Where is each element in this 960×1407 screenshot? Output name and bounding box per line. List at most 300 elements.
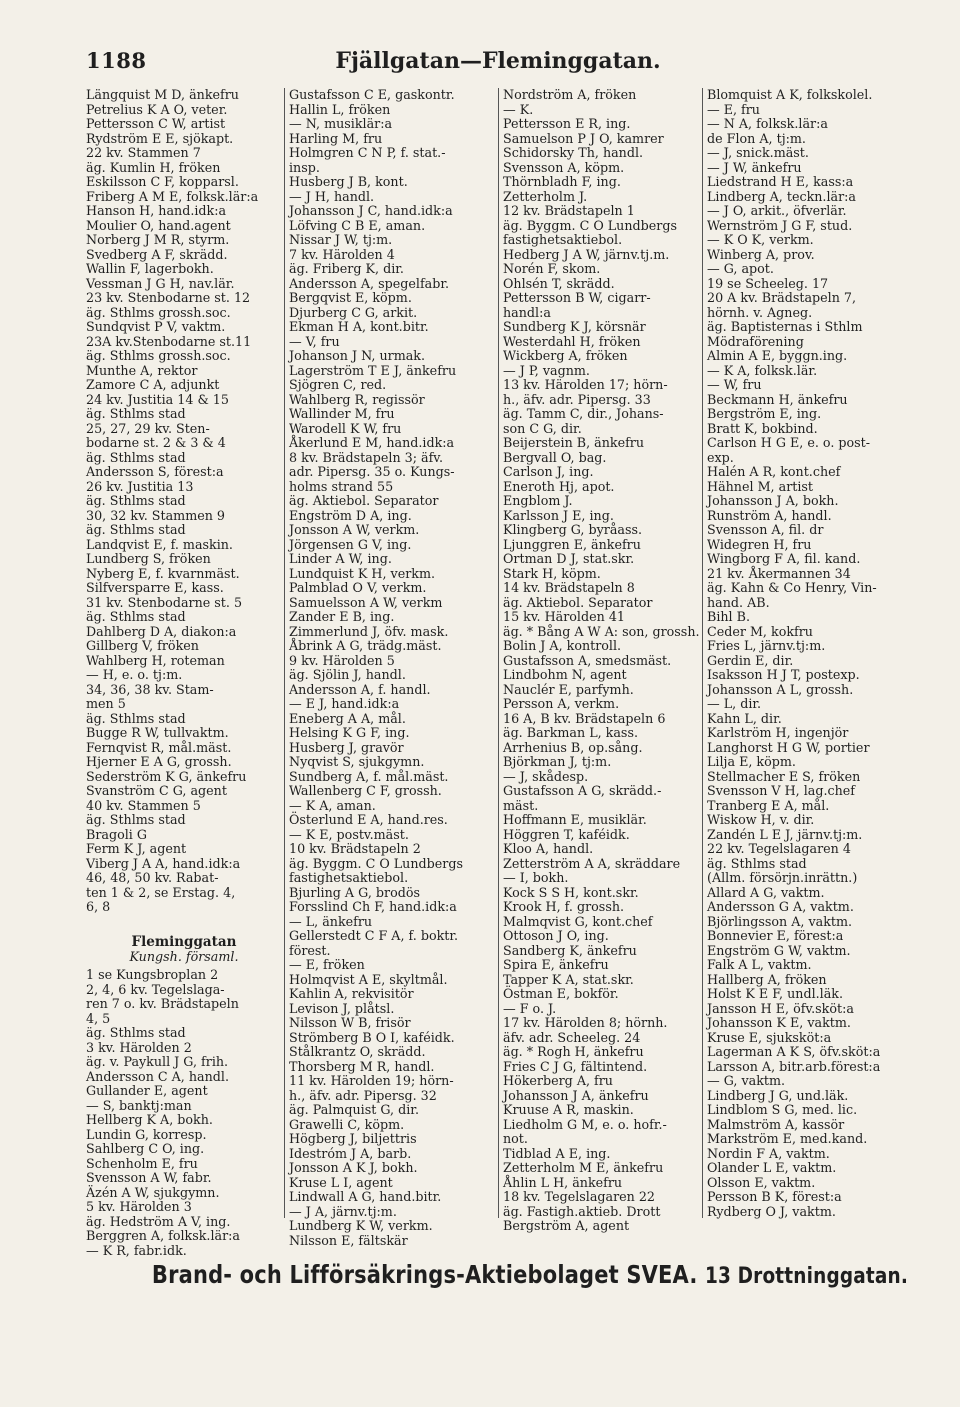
directory-entry: Idestróm J A, barb. xyxy=(289,1145,412,1161)
directory-entry: Gustafsson A G, skrädd.- xyxy=(503,783,662,798)
directory-entry: Zander E B, ing. xyxy=(289,609,395,624)
directory-entry: 20 A kv. Brädstapeln 7, xyxy=(707,290,857,305)
directory-entry: Ceder M, kokfru xyxy=(707,623,813,639)
directory-entry: Eneroth Hj, apot. xyxy=(503,478,615,494)
directory-entry: Österlund E A, hand.res. xyxy=(289,812,448,827)
directory-entry: äg. Aktiebol. Separator xyxy=(289,493,439,508)
directory-entry: Beckmann H, änkefru xyxy=(707,391,848,407)
directory-entry: Sjögren C, red. xyxy=(289,377,387,392)
directory-entry: Widegren H, fru xyxy=(707,536,812,552)
directory-entry: Wernström J G F, stud. xyxy=(707,217,853,233)
directory-entry: Ohlsén T, skrädd. xyxy=(503,275,615,291)
directory-entry: Eskilsson C F, kopparsl. xyxy=(86,174,239,189)
directory-entry: Höggren T, kaféidk. xyxy=(503,826,630,842)
directory-entry: Samuelson P J O, kamrer xyxy=(503,130,664,146)
directory-entry: Zimmerlund J, öfv. mask. xyxy=(289,623,449,639)
directory-entry: Nilsson W B, frisör xyxy=(289,1015,411,1030)
directory-entry: hörnh. v. Agneg. xyxy=(707,304,813,320)
directory-entry: — J W, änkefru xyxy=(707,159,802,175)
directory-entry: Sandberg K, änkefru xyxy=(503,942,637,958)
advert-company: Brand- och Lifförsäkrings-Aktiebolaget SVEA. xyxy=(151,1260,698,1289)
directory-entry xyxy=(86,915,282,930)
directory-entry: äg. Sthlms stad xyxy=(86,493,186,508)
directory-entry: Svensson A, fil. dr xyxy=(707,522,824,537)
directory-entry: ren 7 o. kv. Brädstapeln xyxy=(86,996,239,1011)
directory-entry: Åbrink A G, trädg.mäst. xyxy=(289,638,442,653)
directory-entry: Bonnevier E, förest:a xyxy=(707,928,844,943)
directory-entry: Kock S S H, kont.skr. xyxy=(503,884,639,900)
directory-entry: Wallinder M, fru xyxy=(289,406,395,421)
directory-entry: fastighetsaktiebol. xyxy=(503,232,623,247)
directory-entry: 9 kv. Härolden 5 xyxy=(289,652,395,668)
directory-entry: Bratt K, bokbind. xyxy=(707,420,818,436)
directory-entry: 24 kv. Justitia 14 & 15 xyxy=(86,391,229,407)
directory-entry: — I, bokh. xyxy=(503,870,569,885)
directory-columns xyxy=(86,87,906,1258)
directory-entry: Svensson V H, lag.chef xyxy=(707,783,855,798)
directory-entry: Dahlberg D A, diakon:a xyxy=(86,623,237,639)
directory-entry: Kruse L I, agent xyxy=(289,1174,393,1190)
directory-entry: äg. Kahn & Co Henry, Vin- xyxy=(707,580,877,595)
directory-entry: bodarne st. 2 & 3 & 4 xyxy=(86,435,226,450)
directory-entry: 13 kv. Härolden 17; hörn- xyxy=(503,377,668,392)
directory-entry: — J, skådesp. xyxy=(503,768,589,784)
directory-entry: de Flon A, tj:m. xyxy=(707,130,806,146)
directory-entry: Gellerstedt C F A, f. boktr. xyxy=(289,928,459,943)
directory-entry: Runström A, handl. xyxy=(707,507,832,523)
advertisement-banner xyxy=(151,1260,909,1304)
directory-entry: Liedstrand H E, kass:a xyxy=(707,174,854,189)
directory-entry: — L, dir. xyxy=(707,696,762,711)
directory-entry: Andersson C A, handl. xyxy=(86,1068,229,1084)
directory-entry: Rydström E E, sjökapt. xyxy=(86,130,234,146)
directory-entry: Gerdin E, dir. xyxy=(707,652,794,668)
directory-entry: Wingborg F A, fil. kand. xyxy=(707,551,861,566)
directory-entry: holms strand 55 xyxy=(289,478,394,494)
directory-entry: Zandén L E J, järnv.tj:m. xyxy=(707,826,863,842)
directory-entry: äg. Baptisternas i Sthlm xyxy=(707,319,863,334)
directory-entry: Friberg A M E, folksk.lär:a xyxy=(86,188,259,204)
directory-entry: 5 kv. Härolden 3 xyxy=(86,1199,192,1214)
directory-entry: Bergström A, agent xyxy=(503,1218,630,1233)
directory-entry: Halén A R, kont.chef xyxy=(707,464,841,479)
directory-entry: Hallin L, fröken xyxy=(289,101,391,117)
directory-entry: Johansson A L, grossh. xyxy=(707,681,854,697)
directory-entry: 23A kv.Stenbodarne st.11 xyxy=(86,333,252,349)
directory-entry: Gullander E, agent xyxy=(86,1083,208,1098)
directory-entry: Sundqvist P V, vaktm. xyxy=(86,319,226,334)
directory-entry: Viberg J A A, hand.idk:a xyxy=(86,855,241,871)
directory-entry: Allard A G, vaktm. xyxy=(707,884,825,900)
directory-entry: 30, 32 kv. Stammen 9 xyxy=(86,507,226,523)
directory-entry: Nilsson E, fältskär xyxy=(289,1232,408,1248)
directory-entry: hand. AB. xyxy=(707,594,770,610)
directory-entry: Zetterholm J. xyxy=(503,188,588,204)
directory-entry: Kahlin A, rekvisitör xyxy=(289,986,414,1001)
column-3 xyxy=(498,87,703,1233)
directory-entry: mäst. xyxy=(503,797,539,813)
directory-entry: Holmgren C N P, f. stat.- xyxy=(289,145,446,160)
directory-entry: Svedberg A F, skrädd. xyxy=(86,246,228,262)
directory-entry: äg. Byggm. C O Lundbergs xyxy=(503,217,677,233)
directory-entry: 16 A, B kv. Brädstapeln 6 xyxy=(503,710,666,726)
directory-entry: — K. xyxy=(503,101,534,117)
directory-entry: Ljunggren E, änkefru xyxy=(503,536,641,552)
directory-entry: Lindberg J G, und.läk. xyxy=(707,1087,849,1103)
directory-entry: Zamore C A, adjunkt xyxy=(86,377,220,392)
directory-entry: Liedholm G M, e. o. hofr.- xyxy=(503,1116,667,1132)
directory-entry: — E J, hand.idk:a xyxy=(289,696,400,711)
directory-entry: 19 se Scheeleg. 17 xyxy=(707,275,829,291)
directory-entry: 2, 4, 6 kv. Tegelslaga- xyxy=(86,981,225,997)
directory-entry: Ferm K J, agent xyxy=(86,841,187,856)
directory-entry: Svensson A W, fabr. xyxy=(86,1170,212,1185)
directory-entry: h., äfv. adr. Pipersg. 33 xyxy=(503,391,651,407)
directory-entry: Almin A E, byggn.ing. xyxy=(707,348,848,363)
column-2 xyxy=(284,87,499,1248)
directory-entry: Kloo A, handl. xyxy=(503,841,594,856)
directory-entry: Malmqvist G, kont.chef xyxy=(503,913,653,929)
directory-entry: Husberg J B, kont. xyxy=(289,174,408,189)
directory-entry: not. xyxy=(503,1131,528,1146)
directory-entry: 34, 36, 38 kv. Stam- xyxy=(86,681,214,697)
directory-entry: Schenholm E, fru xyxy=(86,1155,198,1171)
directory-entry: 10 kv. Brädstapeln 2 xyxy=(289,841,421,856)
directory-entry: äg. Fastigh.aktieb. Drott xyxy=(503,1203,661,1219)
directory-entry: Karlström H, ingenjör xyxy=(707,725,849,740)
directory-entry: Andersson S, förest:a xyxy=(86,464,224,479)
directory-entry: äg. Friberg K, dir. xyxy=(289,261,404,276)
directory-entry: Helsing K G F, ing. xyxy=(289,725,410,740)
directory-entry: Zetterström A A, skräddare xyxy=(503,855,681,871)
directory-entry: äg. Hedström A V, ing. xyxy=(86,1213,231,1229)
section-heading: Fleminggatan xyxy=(131,934,237,950)
directory-entry: Langhorst H G W, portier xyxy=(707,739,870,755)
directory-entry: Johansson J C, hand.idk:a xyxy=(289,203,453,218)
directory-entry: Kahn L, dir. xyxy=(707,710,782,726)
directory-entry: Fries C J G, fältintend. xyxy=(503,1058,648,1074)
directory-entry: Munthe A, rektor xyxy=(86,362,198,378)
directory-entry: 1 se Kungsbroplan 2 xyxy=(86,967,219,982)
directory-entry: exp. xyxy=(707,449,734,465)
directory-entry: Samuelsson A W, verkm xyxy=(289,594,443,610)
directory-entry: — N A, folksk.lär:a xyxy=(707,116,828,131)
directory-entry: — J O, arkit., öfverlär. xyxy=(707,203,847,218)
directory-entry: Falk A L, vaktm. xyxy=(707,957,812,972)
directory-entry: Hökerberg A, fru xyxy=(503,1073,613,1088)
directory-entry: h., äfv. adr. Pipersg. 32 xyxy=(289,1087,437,1103)
directory-entry: Karlsson J E, ing. xyxy=(503,507,614,523)
running-title: Fjällgatan—Fleminggatan. xyxy=(335,48,661,74)
directory-entry: 17 kv. Härolden 8; hörnh. xyxy=(503,1015,668,1030)
directory-entry: Malmström A, kassör xyxy=(707,1116,845,1132)
column-1 xyxy=(86,87,282,1258)
directory-entry: Hedberg J A W, järnv.tj.m. xyxy=(503,246,670,262)
directory-entry: Holmqvist A E, skyltmål. xyxy=(289,971,448,987)
directory-entry: 40 kv. Stammen 5 xyxy=(86,797,201,813)
directory-entry: Stark H, köpm. xyxy=(503,565,601,581)
directory-entry: — J, snick.mäst. xyxy=(707,145,809,160)
directory-entry: Landqvist E, f. maskin. xyxy=(86,536,233,552)
directory-entry: Linder A W, ing. xyxy=(289,551,392,566)
directory-entry: — L, änkefru xyxy=(289,913,373,929)
directory-entry: Palmblad O V, verkm. xyxy=(289,580,427,595)
directory-entry: Bolin J A, kontroll. xyxy=(503,638,622,653)
directory-entry: 3 kv. Härolden 2 xyxy=(86,1039,192,1055)
directory-entry: Forsslind Ch F, hand.idk:a xyxy=(289,899,457,914)
directory-entry: — G, vaktm. xyxy=(707,1073,786,1088)
directory-entry: Svanström C G, agent xyxy=(86,783,227,798)
directory-entry: Johansson J A, änkefru xyxy=(503,1087,649,1103)
directory-entry: Åhlin L H, änkefru xyxy=(503,1174,623,1190)
directory-entry: äg. Sthlms stad xyxy=(86,710,186,726)
directory-entry: Jonsson A K J, bokh. xyxy=(289,1160,418,1175)
directory-entry: äg. Palmquist G, dir. xyxy=(289,1102,419,1117)
directory-entry: äg. Aktiebol. Separator xyxy=(503,594,653,610)
directory-entry: äg. Sthlms stad xyxy=(86,406,186,421)
directory-entry: Persson B K, förest:a xyxy=(707,1189,842,1204)
directory-entry: Sundberg A, f. mål.mäst. xyxy=(289,768,449,784)
directory-entry: son C G, dir. xyxy=(503,420,582,436)
directory-entry: Hähnel M, artist xyxy=(707,478,814,494)
directory-entry: Carlson J, ing. xyxy=(503,464,594,479)
directory-entry: Gustafsson C E, gaskontr. xyxy=(289,87,455,102)
directory-entry: Björkman J, tj:m. xyxy=(503,754,612,769)
directory-entry: Lundberg S, fröken xyxy=(86,551,211,566)
directory-entry: Stålkrantz O, skrädd. xyxy=(289,1044,426,1059)
directory-entry: Lindberg A, teckn.lär:a xyxy=(707,188,856,204)
directory-entry: 6, 8 xyxy=(86,899,111,914)
directory-entry: Petrelius K A O, veter. xyxy=(86,101,228,117)
directory-entry: — H, e. o. tj:m. xyxy=(86,667,183,682)
directory-entry: — V, fru xyxy=(289,333,340,349)
directory-entry: Nordin F A, vaktm. xyxy=(707,1145,830,1161)
directory-entry: Engström D A, ing. xyxy=(289,507,412,523)
directory-entry: Wallenberg C F, grossh. xyxy=(289,783,442,798)
directory-entry: Persson A, verkm. xyxy=(503,696,620,711)
directory-entry: Högberg J, biljettris xyxy=(289,1131,417,1146)
directory-entry: Markström E, med.kand. xyxy=(707,1131,868,1146)
directory-entry: 21 kv. Åkermannen 34 xyxy=(707,565,851,581)
directory-entry: Bjurling A G, brodös xyxy=(289,884,420,900)
page-number: 1188 xyxy=(86,48,147,73)
directory-entry: Hjerner E A G, grossh. xyxy=(86,754,232,769)
directory-entry: äg. Sthlms stad xyxy=(86,522,186,537)
directory-entry: Engström G W, vaktm. xyxy=(707,942,851,958)
directory-entry: Östman E, bokför. xyxy=(503,986,619,1001)
directory-entry: äg. Sthlms grossh.soc. xyxy=(86,348,231,363)
directory-entry: ten 1 & 2, se Erstag. 4, xyxy=(86,884,236,900)
directory-entry: Hanson H, hand.idk:a xyxy=(86,203,227,218)
directory-entry: Engblom J. xyxy=(503,493,573,508)
directory-entry: Jansson H E, öfv.sköt:a xyxy=(707,1000,854,1016)
directory-entry: Johansson J A, bokh. xyxy=(707,493,839,508)
directory-entry: — N, musiklär:a xyxy=(289,116,393,131)
directory-entry: Gillberg V, fröken xyxy=(86,638,199,653)
directory-entry: Norén F, skom. xyxy=(503,261,601,276)
directory-entry: Ekman H A, kont.bitr. xyxy=(289,319,429,334)
directory-entry: Åkerlund E M, hand.idk:a xyxy=(289,435,455,450)
directory-entry: Pettersson B W, cigarr- xyxy=(503,290,651,305)
directory-entry: Nordström A, fröken xyxy=(503,87,637,102)
directory-entry: 46, 48, 50 kv. Rabat- xyxy=(86,870,219,885)
directory-entry: Vessman J G H, nav.lär. xyxy=(86,275,235,291)
directory-entry: 18 kv. Tegelslagaren 22 xyxy=(503,1189,656,1204)
directory-entry: äg. * Bång A W A: son, grossh. xyxy=(503,623,700,639)
directory-entry: Djurberg C G, arkit. xyxy=(289,304,418,320)
directory-entry: Tidblad A E, ing. xyxy=(503,1145,611,1161)
page-header xyxy=(86,48,910,84)
directory-entry: Andersson A, spegelfabr. xyxy=(289,275,450,291)
directory-entry: adr. Pipersg. 35 o. Kungs- xyxy=(289,464,455,479)
directory-entry: äg. Byggm. C O Lundbergs xyxy=(289,855,463,871)
directory-entry: Nyberg E, f. kvarnmäst. xyxy=(86,565,240,581)
directory-entry: Jonsson A W, verkm. xyxy=(289,522,420,537)
directory-entry: fastighetsaktiebol. xyxy=(289,870,409,885)
directory-entry: Fries L, järnv.tj:m. xyxy=(707,638,826,653)
directory-entry: 26 kv. Justitia 13 xyxy=(86,478,194,494)
directory-entry: Nissar J W, tj:m. xyxy=(289,232,393,247)
directory-entry: Johansson K E, vaktm. xyxy=(707,1015,851,1030)
directory-entry: Eneberg A A, mål. xyxy=(289,710,406,726)
directory-entry: Löfving C B E, aman. xyxy=(289,217,426,233)
directory-entry: — K A, aman. xyxy=(289,797,376,813)
directory-entry: Bergqvist E, köpm. xyxy=(289,290,412,305)
directory-entry: men 5 xyxy=(86,696,126,711)
directory-entry: äg. Sthlms stad xyxy=(707,855,807,871)
directory-entry: handl:a xyxy=(503,304,551,320)
advert-address: 13 Drottninggatan. xyxy=(704,1264,909,1289)
column-4 xyxy=(702,88,911,1218)
directory-entry: Svensson A, köpm. xyxy=(503,159,625,175)
directory-entry: 25, 27, 29 kv. Sten- xyxy=(86,420,210,436)
directory-entry: Pettersson C W, artist xyxy=(86,116,226,131)
directory-entry: Mödraförening xyxy=(707,333,804,349)
directory-entry: Ottoson J O, ing. xyxy=(503,928,609,943)
directory-entry: Hellberg K A, bokh. xyxy=(86,1112,213,1127)
directory-entry: Bragoli G xyxy=(86,826,147,842)
section-subheading: Kungsh. församl. xyxy=(129,948,239,964)
directory-entry: Grawelli C, köpm. xyxy=(289,1116,405,1132)
directory-entry: Larsson A, bitr.arb.förest:a xyxy=(707,1058,881,1074)
directory-entry: — E, fröken xyxy=(289,957,365,972)
directory-entry: 7 kv. Härolden 4 xyxy=(289,246,395,262)
directory-entry: Beijerstein B, änkefru xyxy=(503,435,645,450)
directory-entry: 12 kv. Brädstapeln 1 xyxy=(503,203,635,218)
directory-entry: Bergvall O, bag. xyxy=(503,449,607,465)
directory-entry: 4, 5 xyxy=(86,1010,111,1026)
directory-entry: Wahlberg R, regissör xyxy=(289,391,425,407)
directory-entry: Isaksson H J T, postexp. xyxy=(707,667,860,682)
directory-entry: Holst K E F, undl.läk. xyxy=(707,986,843,1001)
directory-entry: Norberg J M R, styrm. xyxy=(86,232,230,247)
directory-entry: Andersson A, f. handl. xyxy=(289,681,431,697)
directory-entry: — F o. J. xyxy=(503,1000,557,1016)
directory-entry: äg. Sthlms stad xyxy=(86,609,186,624)
directory-entry: Nauclér E, parfymh. xyxy=(503,681,634,697)
directory-entry: — J P, vagnm. xyxy=(503,362,590,378)
directory-entry: äg. * Rogh H, änkefru xyxy=(503,1044,644,1059)
directory-entry: Sundberg K J, körsnär xyxy=(503,319,646,334)
directory-entry: Zetterholm M E, änkefru xyxy=(503,1160,664,1175)
directory-entry: Lundquist K H, verkm. xyxy=(289,565,436,581)
directory-entry: — K A, folksk.lär. xyxy=(707,362,818,378)
directory-entry: Lagerman A K S, öfv.sköt:a xyxy=(707,1044,881,1059)
directory-entry: Harling M, fru xyxy=(289,130,383,146)
directory-entry: äg. Barkman L, kass. xyxy=(503,725,638,740)
directory-entry: insp. xyxy=(289,159,320,175)
directory-entry: Gustafsson A, smedsmäst. xyxy=(503,652,672,668)
directory-entry: Rydberg O J, vaktm. xyxy=(707,1203,836,1219)
directory-entry: äg. Sjölin J, handl. xyxy=(289,667,406,682)
directory-entry: 22 kv. Tegelslagaren 4 xyxy=(707,841,851,856)
directory-entry: Silfversparre E, kass. xyxy=(86,580,224,595)
directory-entry: Sederström K G, änkefru xyxy=(86,768,247,784)
directory-entry: Warodell K W, fru xyxy=(289,420,402,436)
directory-entry: Längquist M D, änkefru xyxy=(86,87,239,102)
directory-entry: Westerdahl H, fröken xyxy=(503,333,641,349)
directory-entry: Lundberg K W, verkm. xyxy=(289,1218,433,1233)
directory-entry: Wallin F, lagerbokh. xyxy=(86,261,214,276)
directory-entry: Tranberg E A, mål. xyxy=(707,797,830,813)
directory-entry: Bugge R W, tullvaktm. xyxy=(86,725,229,740)
directory-entry: 31 kv. Stenbodarne st. 5 xyxy=(86,594,243,610)
directory-entry: Tapper K A, stat.skr. xyxy=(503,971,634,987)
directory-entry: Husberg J, gravör xyxy=(289,739,404,755)
directory-entry: Schidorsky Th, handl. xyxy=(503,145,644,160)
directory-entry: Nyqvist S, sjukgymn. xyxy=(289,754,425,769)
directory-entry: Wickberg A, fröken xyxy=(503,348,628,363)
directory-entry: Äzén A W, sjukgymn. xyxy=(86,1184,220,1200)
directory-entry: Berggren A, folksk.lär:a xyxy=(86,1228,240,1243)
directory-entry: Winberg A, prov. xyxy=(707,246,815,262)
directory-entry: 14 kv. Brädstapeln 8 xyxy=(503,580,635,595)
directory-entry: Carlson H G E, e. o. post- xyxy=(707,435,871,450)
directory-entry: Strömberg B O I, kaféidk. xyxy=(289,1029,455,1045)
directory-entry: Jörgensen G V, ing. xyxy=(289,536,412,552)
directory-entry: äg. Sthlms stad xyxy=(86,1025,186,1040)
directory-entry: Stellmacher E S, fröken xyxy=(707,768,861,784)
directory-entry: (Allm. försörjn.inrättn.) xyxy=(707,870,858,885)
directory-entry: — G, apot. xyxy=(707,261,774,276)
directory-entry: — S, banktj:man xyxy=(86,1097,192,1113)
directory-entry: 8 kv. Brädstapeln 3; äfv. xyxy=(289,449,443,465)
directory-entry: Lindblom S G, med. lic. xyxy=(707,1102,858,1117)
directory-entry: 23 kv. Stenbodarne st. 12 xyxy=(86,290,251,305)
directory-entry: Thorsberg M R, handl. xyxy=(289,1058,435,1074)
directory-entry: Wahlberg H, roteman xyxy=(86,652,225,668)
directory-entry: Lilja E, köpm. xyxy=(707,754,796,769)
directory-entry: Thörnbladh F, ing. xyxy=(503,174,621,189)
directory-entry: äg. Sthlms stad xyxy=(86,449,186,465)
directory-entry: äg. Sthlms stad xyxy=(86,812,186,827)
directory-entry: Fernqvist R, mål.mäst. xyxy=(86,739,232,755)
directory-entry: Hoffmann E, musiklär. xyxy=(503,812,647,827)
directory-entry: Olsson E, vaktm. xyxy=(707,1174,816,1190)
directory-entry: 11 kv. Härolden 19; hörn- xyxy=(289,1073,454,1088)
directory-entry: äg. v. Paykull J G, frih. xyxy=(86,1054,229,1069)
directory-entry: — K O K, verkm. xyxy=(707,232,814,247)
directory-entry: Sahlberg C O, ing. xyxy=(86,1141,205,1156)
directory-entry: Lindwall A G, hand.bitr. xyxy=(289,1189,442,1204)
directory-entry: — E, fru xyxy=(707,101,760,117)
directory-entry: 22 kv. Stammen 7 xyxy=(86,145,201,160)
directory-entry: Johanson J N, urmak. xyxy=(289,348,426,363)
directory-entry: Olander L E, vaktm. xyxy=(707,1160,837,1175)
directory-entry: Kruuse A R, maskin. xyxy=(503,1102,634,1117)
directory-entry: Hallberg A, fröken xyxy=(707,971,827,987)
directory-entry: — K R, fabr.idk. xyxy=(86,1242,187,1258)
